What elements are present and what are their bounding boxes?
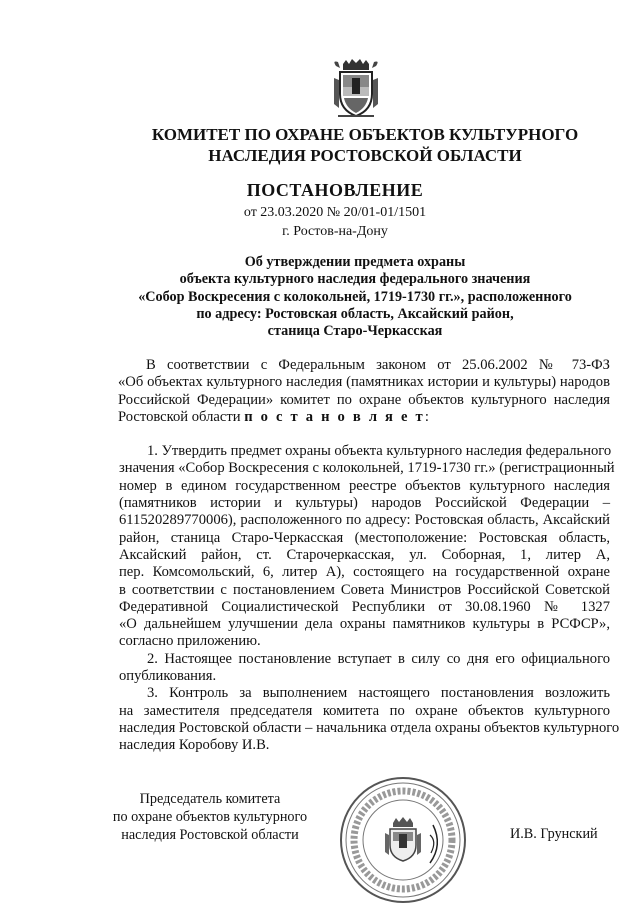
coat-of-arms-emblem bbox=[330, 58, 382, 120]
document-body bbox=[118, 357, 620, 755]
subject-line: объекта культурного наследия федерального значения bbox=[179, 271, 531, 288]
item-1-line: «О дальнейшем улучшении дела охраны памятников культуры в РСФСР», bbox=[119, 616, 610, 633]
preamble-line-start: Ростовской области bbox=[118, 408, 245, 425]
preamble-paragraph bbox=[118, 357, 610, 426]
subject-line: по адресу: Ростовская область, Аксайский район, bbox=[196, 305, 514, 322]
item-2-line: 2. Настоящее постановление вступает в силу со дня его официального bbox=[147, 650, 610, 667]
document-type: ПОСТАНОВЛЕНИЕ bbox=[246, 180, 424, 200]
committee-name-line-2: НАСЛЕДИЯ РОСТОВСКОЙ ОБЛАСТИ bbox=[208, 146, 522, 165]
signatory-title bbox=[110, 790, 310, 844]
item-1-line: значения «Собор Воскресения с колокольней, 1719-1730 гг.» (регистрационный bbox=[119, 460, 615, 477]
committee-name-line-1: КОМИТЕТ ПО ОХРАНЕ ОБЪЕКТОВ КУЛЬТУРНОГО bbox=[151, 125, 579, 144]
preamble-line: Российской Федерации» комитет по охране объектов культурного наследия bbox=[118, 391, 610, 408]
item-2-line: опубликования. bbox=[119, 668, 217, 685]
item-3-line: на заместителя председателя комитета по охране объектов культурного bbox=[119, 702, 610, 719]
preamble-line: «Об объектах культурного наследия (памятниках истории и культуры) народов bbox=[118, 374, 610, 391]
subject-line: Об утверждении предмета охраны bbox=[244, 254, 466, 270]
decree-word: п о с т а н о в л я е т bbox=[244, 408, 425, 425]
item-1-line: в соответствии с постановлением Совета Министров Российской Советской bbox=[119, 581, 610, 598]
item-3-paragraph bbox=[119, 685, 620, 754]
official-seal-stamp bbox=[338, 775, 468, 905]
item-1-line: пер. Комсомольский, 6, литер А), состоящего на государственной охране bbox=[119, 564, 610, 581]
document-city: г. Ростов-на-Дону bbox=[282, 224, 388, 239]
document-number-date: от 23.03.2020 № 20/01-01/1501 bbox=[243, 205, 427, 220]
preamble-line bbox=[118, 409, 610, 426]
item-1-line: 611520289770006), расположенного по адресу: Ростовская область, Аксайский bbox=[119, 512, 610, 529]
item-1-line: 1. Утвердить предмет охраны объекта культурного наследия федерального bbox=[147, 443, 612, 460]
subject-line: станица Старо-Черкасская bbox=[267, 323, 443, 340]
item-1-line: номер в едином государственном реестре объектов культурного наследия bbox=[119, 477, 610, 494]
signatory-title-line: по охране объектов культурного bbox=[112, 809, 308, 825]
item-1-line: согласно приложению. bbox=[119, 633, 261, 650]
signatory-title-line: наследия Ростовской области bbox=[121, 827, 299, 843]
committee-name bbox=[130, 124, 600, 166]
item-2-paragraph bbox=[119, 651, 610, 686]
preamble-line: В соответствии с Федеральным законом от 25.06.2002 № 73-ФЗ bbox=[146, 357, 610, 373]
item-1-line: Федеративной Социалистической Республики от 30.08.1960 № 1327 bbox=[119, 598, 610, 615]
item-3-line: 3. Контроль за выполнением настоящего постановления возложить bbox=[147, 685, 610, 702]
item-1-paragraph bbox=[119, 443, 615, 651]
signatory-name: И.В. Грунский bbox=[510, 826, 598, 842]
item-1-line: район, станица Старо-Черкасская (местоположение: Ростовская область, bbox=[119, 529, 610, 546]
preamble-line-end: : bbox=[424, 408, 429, 425]
item-3-line: наследия Ростовской области – начальника отдела охраны объектов культурного bbox=[119, 719, 620, 736]
item-1-line: (памятников истории и культуры) народов Российской Федерации – bbox=[119, 495, 610, 512]
item-3-line: наследия Коробову И.В. bbox=[119, 737, 270, 754]
subject-line: «Собор Воскресения с колокольней, 1719-1730 гг.», расположенного bbox=[138, 288, 572, 305]
item-1-line: Аксайский район, ст. Старочеркасская, ул. Соборная, 1, литер А, bbox=[119, 546, 610, 563]
signatory-title-line: Председатель комитета bbox=[139, 791, 281, 807]
document-subject bbox=[100, 254, 610, 340]
